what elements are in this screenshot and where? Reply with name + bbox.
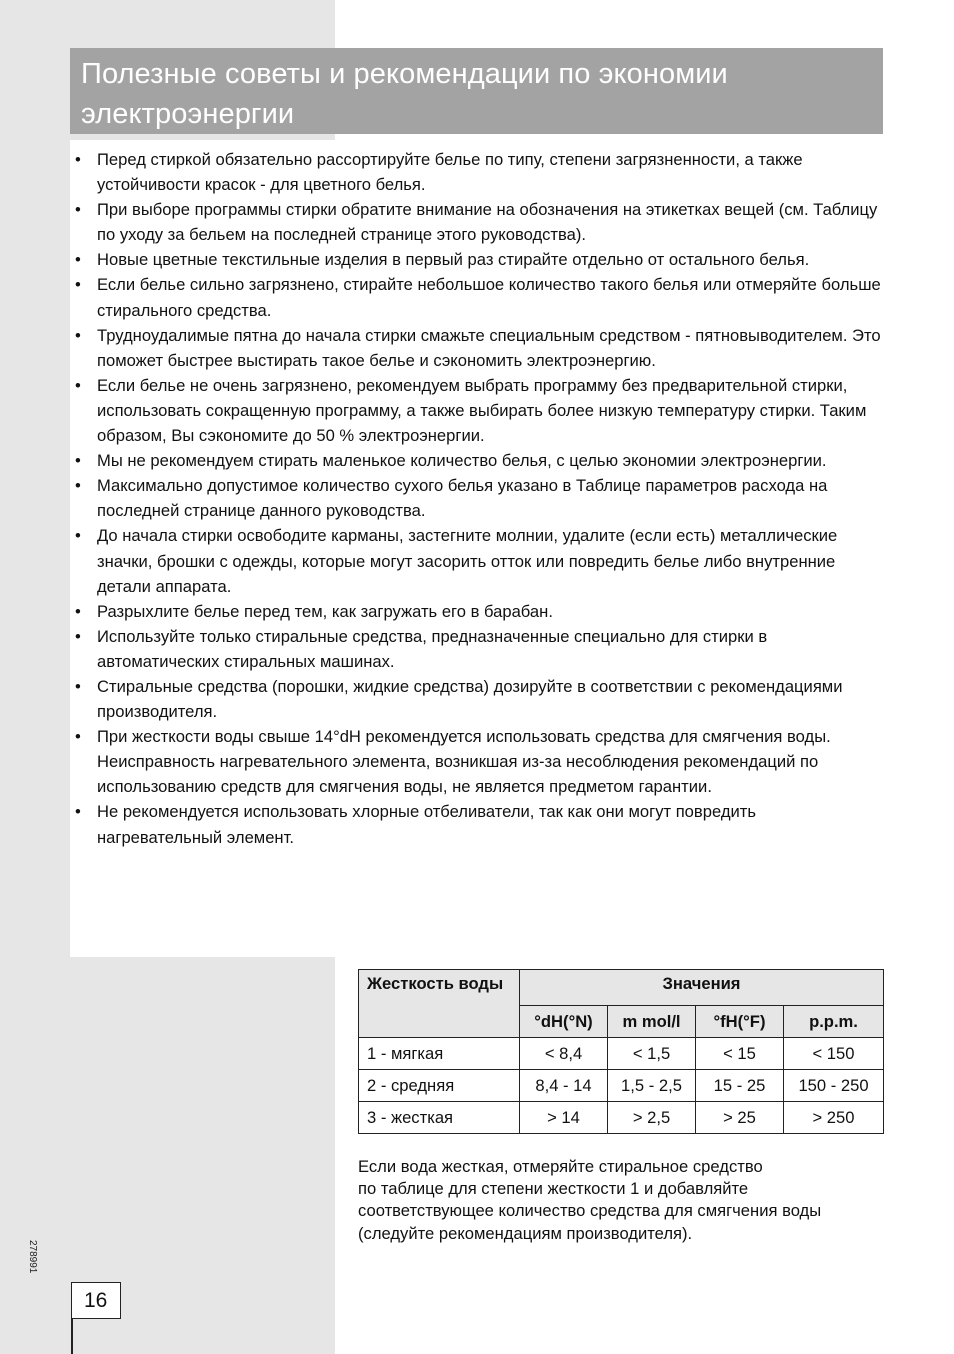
- table-row: [359, 1038, 884, 1070]
- table-cell: > 25: [696, 1102, 784, 1134]
- list-item: [70, 674, 883, 724]
- tip-text: При выборе программы стирки обратите внимание на обозначения на этикетках вещей (см. Таблицу по уходу за бельем на последней странице этого руководства).: [97, 200, 878, 245]
- tip-text: Используйте только стиральные средства, предназначенные специально для стирки в автоматических стиральных машинах.: [97, 626, 768, 671]
- table-cell: 1,5 - 2,5: [608, 1070, 696, 1102]
- bullet-icon: •: [75, 150, 81, 169]
- bullet-icon: •: [75, 375, 81, 395]
- unit-header-ppm: p.p.m.: [784, 1006, 884, 1038]
- tip-text: Стиральные средства (порошки, жидкие средства) дозируйте в соответствии с рекомендациями производителя.: [97, 676, 843, 722]
- bullet-icon: •: [75, 476, 81, 496]
- page-title: Полезные советы и рекомендации по экономии электроэнергии: [81, 58, 728, 130]
- bullet-icon: •: [75, 802, 81, 822]
- list-item: [70, 799, 883, 849]
- list-item: [70, 624, 883, 674]
- note-line: по таблице для степени жесткости 1 и добавляйте: [358, 1179, 749, 1199]
- unit-header-mmol: m mol/l: [608, 1006, 696, 1038]
- tips-list: [70, 147, 883, 850]
- tip-text: Не рекомендуется использовать хлорные отбеливатели, так как они могут повредить нагревательный элемент.: [97, 802, 757, 847]
- note-line: Если вода жесткая, отмеряйте стиральное средство: [358, 1157, 763, 1176]
- list-item: [70, 599, 883, 624]
- hard-water-note: [358, 1156, 884, 1245]
- list-item: [70, 323, 883, 373]
- list-item: [70, 473, 883, 523]
- hardness-column-header: Жесткость воды: [359, 970, 520, 1038]
- list-item: [70, 272, 883, 322]
- bullet-icon: •: [75, 200, 81, 220]
- list-item: [70, 373, 883, 448]
- table-cell: > 250: [784, 1102, 884, 1134]
- list-item: [70, 724, 883, 799]
- tip-text: До начала стирки освободите карманы, застегните молнии, удалите (если есть) металлические значки, брошки с одежды, которые могут засорить отток или повредить белье либо внутренние детали аппарата.: [97, 526, 838, 596]
- bullet-icon: •: [75, 601, 81, 621]
- list-item: [70, 523, 883, 598]
- list-item: [70, 448, 883, 473]
- note-line: (следуйте рекомендациям производителя).: [358, 1223, 693, 1243]
- bullet-icon: •: [75, 250, 81, 270]
- unit-header-fh: °fH(°F): [696, 1006, 784, 1038]
- tip-text: Если белье сильно загрязнено, стирайте небольшое количество такого белья или отмеряйте больше стирального средства.: [97, 275, 881, 320]
- tip-text: Если белье не очень загрязнено, рекомендуем выбрать программу без предварительной стирки, использовать сокращенную программу, а также выбирать более низкую температуру стирки. Таким образом, Вы сэкономите до 50 % электроэнергии.: [97, 375, 867, 446]
- bullet-icon: •: [75, 626, 81, 646]
- tip-text: Мы не рекомендуем стирать маленькое количество белья, с целью экономии электроэнергии.: [97, 451, 827, 471]
- table-cell: > 14: [520, 1102, 608, 1134]
- table-row: [359, 1102, 884, 1134]
- title-banner: [70, 48, 883, 134]
- table-cell: 15 - 25: [696, 1070, 784, 1102]
- table-cell: < 15: [696, 1038, 784, 1070]
- note-line: соответствующее количество средства для смягчения воды: [358, 1201, 822, 1221]
- document-number: 278991: [27, 1240, 38, 1274]
- bullet-icon: •: [75, 451, 81, 471]
- hardness-level: 3 - жесткая: [359, 1102, 520, 1134]
- table-row: [359, 1070, 884, 1102]
- water-hardness-table: [358, 969, 884, 1134]
- table-cell: > 2,5: [608, 1102, 696, 1134]
- hardness-level: 2 - средняя: [359, 1070, 520, 1102]
- bullet-icon: •: [75, 526, 81, 546]
- table-cell: < 1,5: [608, 1038, 696, 1070]
- table-cell: 8,4 - 14: [520, 1070, 608, 1102]
- bullet-icon: •: [75, 275, 81, 295]
- page-number: 16: [71, 1282, 121, 1319]
- tip-text: При жесткости воды свыше 14°dH рекомендуется использовать средства для смягчения воды. Неисправность нагревательного элемента, возникшая из-за несоблюдения рекомендаций по использованию средств для смягчения воды, не является предметом гарантии.: [97, 727, 831, 797]
- bullet-icon: •: [75, 727, 81, 747]
- bullet-icon: •: [75, 325, 81, 345]
- tip-text: Максимально допустимое количество сухого белья указано в Таблице параметров расхода на последней странице данного руководства.: [97, 476, 828, 521]
- tip-text: Трудноудалимые пятна до начала стирки смажьте специальным средством - пятновыводителем. Это поможет быстрее выстирать такое белье и сэкономить электроэнергию.: [97, 325, 881, 370]
- tip-text: Разрыхлите белье перед тем, как загружать его в барабан.: [97, 601, 553, 621]
- tip-text: Перед стиркой обязательно рассортируйте белье по типу, степени загрязненности, а также устойчивости красок - для цветного белья.: [97, 150, 803, 195]
- table-header-row: [359, 970, 884, 1006]
- list-item: [70, 197, 883, 247]
- table-cell: < 8,4: [520, 1038, 608, 1070]
- values-column-header: Значения: [520, 970, 884, 1006]
- hardness-level: 1 - мягкая: [359, 1038, 520, 1070]
- list-item: [70, 247, 883, 272]
- page-number-rule: [71, 1319, 73, 1354]
- table-cell: 150 - 250: [784, 1070, 884, 1102]
- list-item: [70, 147, 883, 197]
- unit-header-dh: °dH(°N): [520, 1006, 608, 1038]
- tip-text: Новые цветные текстильные изделия в первый раз стирайте отдельно от остального белья.: [97, 250, 810, 270]
- bullet-icon: •: [75, 676, 81, 696]
- table-cell: < 150: [784, 1038, 884, 1070]
